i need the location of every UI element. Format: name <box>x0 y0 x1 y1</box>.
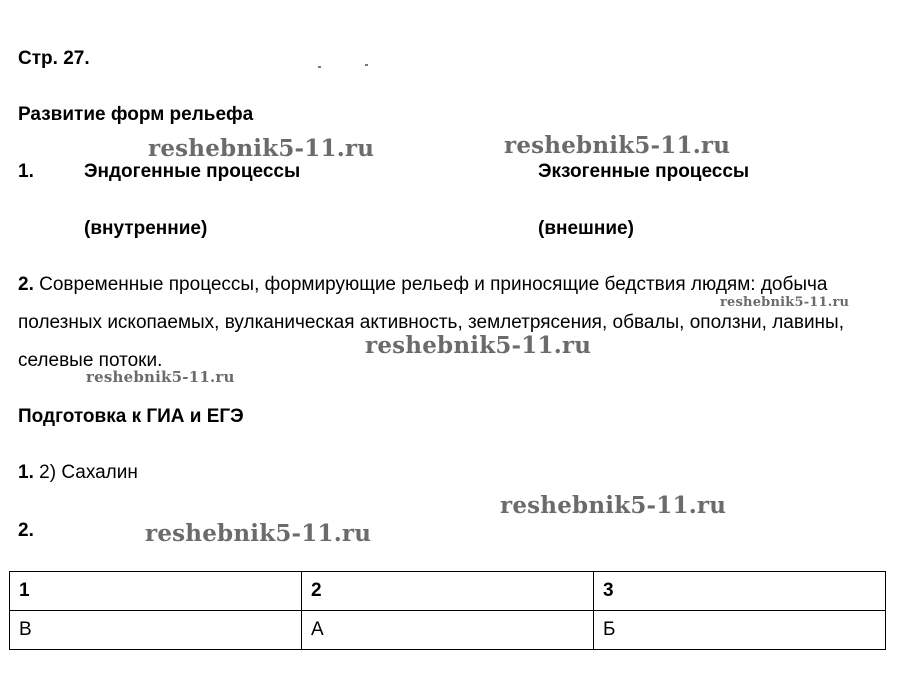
question-2-number: 2. <box>18 274 34 295</box>
answer-table-header-cell: 2 <box>302 572 594 611</box>
exam-question-1-answer: 2) Сахалин <box>39 462 138 483</box>
stray-mark <box>365 64 368 66</box>
watermark-text: reshebnik5-11.ru <box>148 135 375 162</box>
answer-table-header-cell: 3 <box>594 572 886 611</box>
answer-table-value-cell: В <box>10 611 302 650</box>
answer-table-header-row <box>10 572 886 611</box>
section-title-relief: Развитие форм рельефа <box>18 104 254 125</box>
watermark-text: reshebnik5-11.ru <box>504 132 731 159</box>
page-reference: Стр. 27. <box>18 48 90 69</box>
answer-table-value-row <box>10 611 886 650</box>
exogenous-note: (внешние) <box>538 218 634 239</box>
answer-table-value-cell: А <box>302 611 594 650</box>
answer-table-value-cell: Б <box>594 611 886 650</box>
watermark-text: reshebnik5-11.ru <box>500 492 727 519</box>
exam-question-1-number: 1. <box>18 462 34 483</box>
watermark-text: reshebnik5-11.ru <box>86 368 235 386</box>
question-2-text: Современные процессы, формирующие рельеф и приносящие бедствия людям: добыча полезных ископаемых, вулканическая активность, землетрясения, обвалы, оползни, лавины, селевые потоки. <box>18 274 844 371</box>
exam-question-2-number: 2. <box>18 520 34 541</box>
exam-question-1 <box>18 462 138 484</box>
answer-table-header-cell: 1 <box>10 572 302 611</box>
endogenous-term: Эндогенные процессы <box>84 161 301 182</box>
answer-table <box>9 571 886 650</box>
watermark-text: reshebnik5-11.ru <box>145 520 372 547</box>
watermark-text: reshebnik5-11.ru <box>365 332 592 359</box>
watermark-text: reshebnik5-11.ru <box>720 295 850 310</box>
endogenous-note: (внутренние) <box>84 218 208 239</box>
question-1-number: 1. <box>18 161 34 182</box>
section-title-exam-prep: Подготовка к ГИА и ЕГЭ <box>18 406 244 427</box>
question-2-paragraph <box>18 266 888 380</box>
exogenous-term: Экзогенные процессы <box>538 161 750 182</box>
stray-mark <box>318 66 321 68</box>
